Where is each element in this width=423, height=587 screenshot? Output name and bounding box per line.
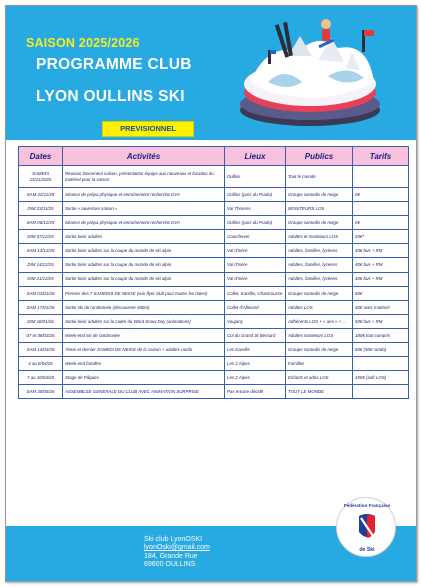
cell-date: SAM 06/12/25 bbox=[19, 216, 63, 230]
cell-price bbox=[353, 357, 409, 371]
cell-public: Enfants et ados LOS bbox=[286, 371, 353, 385]
cell-place: Val d'Isère bbox=[225, 258, 286, 272]
cell-public: Tout le monde bbox=[286, 166, 353, 188]
table-row bbox=[19, 385, 409, 399]
cell-place: Les 2 Alpes bbox=[225, 371, 286, 385]
cell-activity: Sortie loisir adultes sur la coupe du monde de ski alpin bbox=[63, 244, 225, 258]
table-row bbox=[19, 300, 409, 314]
table-row bbox=[19, 343, 409, 357]
cell-date: 7 au 10/04/26 bbox=[19, 371, 63, 385]
header-tarifs: Tarifs bbox=[353, 147, 409, 166]
cell-date: SAM 17/01/26 bbox=[19, 300, 63, 314]
header-publics: Publics bbox=[286, 147, 353, 166]
cell-place: Oullins (parc du Prado) bbox=[225, 188, 286, 202]
cell-public: Adultes, familles, lycéens bbox=[286, 258, 353, 272]
table-row bbox=[19, 188, 409, 202]
cell-activity: Week-end ski de randonnée bbox=[63, 328, 225, 342]
address-street: 184, Grande Rue bbox=[144, 552, 198, 560]
cell-price: 50€ bus + RM bbox=[353, 314, 409, 328]
cell-price: 60€ (50€ rando) bbox=[353, 343, 409, 357]
cell-price bbox=[353, 166, 409, 188]
cell-activity: Séance de prépa physique et entraînement recherche DVA bbox=[63, 216, 225, 230]
ffs-logo bbox=[336, 497, 396, 557]
table-row bbox=[19, 216, 409, 230]
cell-public: TOUT LE MONDE bbox=[286, 385, 353, 399]
cell-price bbox=[353, 202, 409, 216]
svg-text:de Ski: de Ski bbox=[359, 547, 375, 553]
table-row bbox=[19, 244, 409, 258]
cell-activity: Sortie ski de randonnée (découverte 400m) bbox=[63, 300, 225, 314]
cell-activity: Séance de prépa physique et entraînement recherche DVA bbox=[63, 188, 225, 202]
cell-activity: Premier des 7 SAMEDIS DE NEIGE (voir flyer club pour toutes les dates) bbox=[63, 286, 225, 300]
cell-price: 40€ bus + RM bbox=[353, 244, 409, 258]
cell-activity: Sortie loisir adultes sur le cadre du Word Snow Day (animations) bbox=[63, 314, 225, 328]
programme-table bbox=[18, 146, 409, 399]
cell-public: Adultes, familles, lycéens bbox=[286, 272, 353, 286]
programme-title: PROGRAMME CLUB bbox=[36, 56, 192, 73]
cell-public: Groupe samedis de neige bbox=[286, 216, 353, 230]
cell-place: Val Thorens bbox=[225, 202, 286, 216]
cell-public: MONITEURS LOS bbox=[286, 202, 353, 216]
ski-cake-illustration bbox=[228, 12, 388, 134]
season-label: SAISON 2025/2026 bbox=[26, 36, 140, 50]
cell-activity: Sortie loisir adultes sur la coupe du monde de ski alpin bbox=[63, 272, 225, 286]
cell-price: 180€ tout compris bbox=[353, 328, 409, 342]
cell-place: Les 2 Alpes bbox=[225, 357, 286, 371]
cell-activity: Week-end familles bbox=[63, 357, 225, 371]
cell-public: Groupe samedis de neige bbox=[286, 343, 353, 357]
cell-price: 450€ (sofr LOS) bbox=[353, 371, 409, 385]
table-header-row bbox=[19, 147, 409, 166]
cell-date: SAMEDI 15/11/2025 bbox=[19, 166, 63, 188]
cell-place: Oullins (parc du Prado) bbox=[225, 216, 286, 230]
cell-price: 0€ bbox=[353, 216, 409, 230]
cell-activity: ASSEMBLEE GENERALE DU CLUB AVEC ANIMATION SURPRISE bbox=[63, 385, 225, 399]
cell-place: Val d'Isère bbox=[225, 244, 286, 258]
cell-activity: Réunion lancement saison, présentation équipe aux nouveaux et location du matériel pour la saison bbox=[63, 166, 225, 188]
cell-place: Oullins bbox=[225, 166, 286, 188]
cell-date: SAM 22/11/25 bbox=[19, 188, 63, 202]
cell-price: 20€* bbox=[353, 230, 409, 244]
cell-date: SAM 03/01/26 bbox=[19, 286, 63, 300]
cell-activity: Sortie loisir adultes bbox=[63, 230, 225, 244]
cell-price: 0€ bbox=[353, 188, 409, 202]
table-row bbox=[19, 314, 409, 328]
table-row bbox=[19, 258, 409, 272]
cell-public: Adultes, familles, lycéens bbox=[286, 244, 353, 258]
table-row bbox=[19, 166, 409, 188]
cell-price: 50€ avec matériel bbox=[353, 300, 409, 314]
address-email-link[interactable]: lyonOski@gmail.com bbox=[144, 544, 210, 552]
cell-date: SAM 13/12/25 bbox=[19, 244, 63, 258]
address-club-name: Ski club LyonOSKI bbox=[144, 536, 203, 543]
cell-date: DIM 14/12/25 bbox=[19, 258, 63, 272]
cell-date: SAM 14/03/26 bbox=[19, 343, 63, 357]
cell-place: Vaujany bbox=[225, 314, 286, 328]
cell-public: Adultes et moniteurs LOS bbox=[286, 230, 353, 244]
cell-place: Col du Grand St Bernard bbox=[225, 328, 286, 342]
cell-price bbox=[353, 385, 409, 399]
cell-date: DIM 21/12/25 bbox=[19, 272, 63, 286]
cell-public: Groupe samedis de neige bbox=[286, 188, 353, 202]
table-row bbox=[19, 202, 409, 216]
header-lieux: Lieux bbox=[225, 147, 286, 166]
cell-activity: 7ème et dernier SAMEDI DE NEIGE de la saison + adultes rando bbox=[63, 343, 225, 357]
table-row bbox=[19, 272, 409, 286]
cell-public: Groupe samedis de neige bbox=[286, 286, 353, 300]
cell-place: Collet, Karellis, Chamrousse bbox=[225, 286, 286, 300]
previsionnel-badge: PREVISIONNEL bbox=[102, 121, 194, 137]
cell-date: DIM 23/11/25 bbox=[19, 202, 63, 216]
cell-price: 40€ bus + RM bbox=[353, 258, 409, 272]
cell-price: 40€ bus + RM bbox=[353, 272, 409, 286]
cell-date: DIM 07/12/25 bbox=[19, 230, 63, 244]
ffs-emblem-icon bbox=[337, 498, 397, 558]
cell-public: Familles bbox=[286, 357, 353, 371]
cell-public: Adultes moniteurs LOS bbox=[286, 328, 353, 342]
table-row bbox=[19, 286, 409, 300]
cell-date: 07 et 08/03/26 bbox=[19, 328, 63, 342]
cell-activity: Stage de Pâques bbox=[63, 371, 225, 385]
svg-text:Fédération Française: Fédération Française bbox=[343, 503, 391, 508]
address-city: 69600 OULLINS bbox=[144, 561, 196, 569]
cell-place: Courchevel bbox=[225, 230, 286, 244]
header-dates: Dates bbox=[19, 147, 63, 166]
cell-public: Adultes LOS bbox=[286, 300, 353, 314]
cell-activity: Sortie « ouverture saison » bbox=[63, 202, 225, 216]
cell-date: 4 au 6/04/26 bbox=[19, 357, 63, 371]
cell-place: Val d'Isère bbox=[225, 272, 286, 286]
cell-public: Adhérents LOS + « ami » + ... bbox=[286, 314, 353, 328]
cell-date: SAM 30/05/26 bbox=[19, 385, 63, 399]
cell-date: DIM 18/01/26 bbox=[19, 314, 63, 328]
header-activites: Activités bbox=[63, 147, 225, 166]
table-row bbox=[19, 357, 409, 371]
cell-place: Collet d'Allevard bbox=[225, 300, 286, 314]
cell-price: 60€ bbox=[353, 286, 409, 300]
cell-activity: Sortie loisir adultes sur la coupe du monde de ski alpin bbox=[63, 258, 225, 272]
table-row bbox=[19, 230, 409, 244]
table-row bbox=[19, 328, 409, 342]
club-title: LYON OULLINS SKI bbox=[36, 88, 185, 105]
flyer-page bbox=[5, 5, 417, 582]
cell-place: Les Karellis bbox=[225, 343, 286, 357]
table-row bbox=[19, 371, 409, 385]
cell-place: Pas encore décidé bbox=[225, 385, 286, 399]
club-address bbox=[144, 536, 210, 570]
